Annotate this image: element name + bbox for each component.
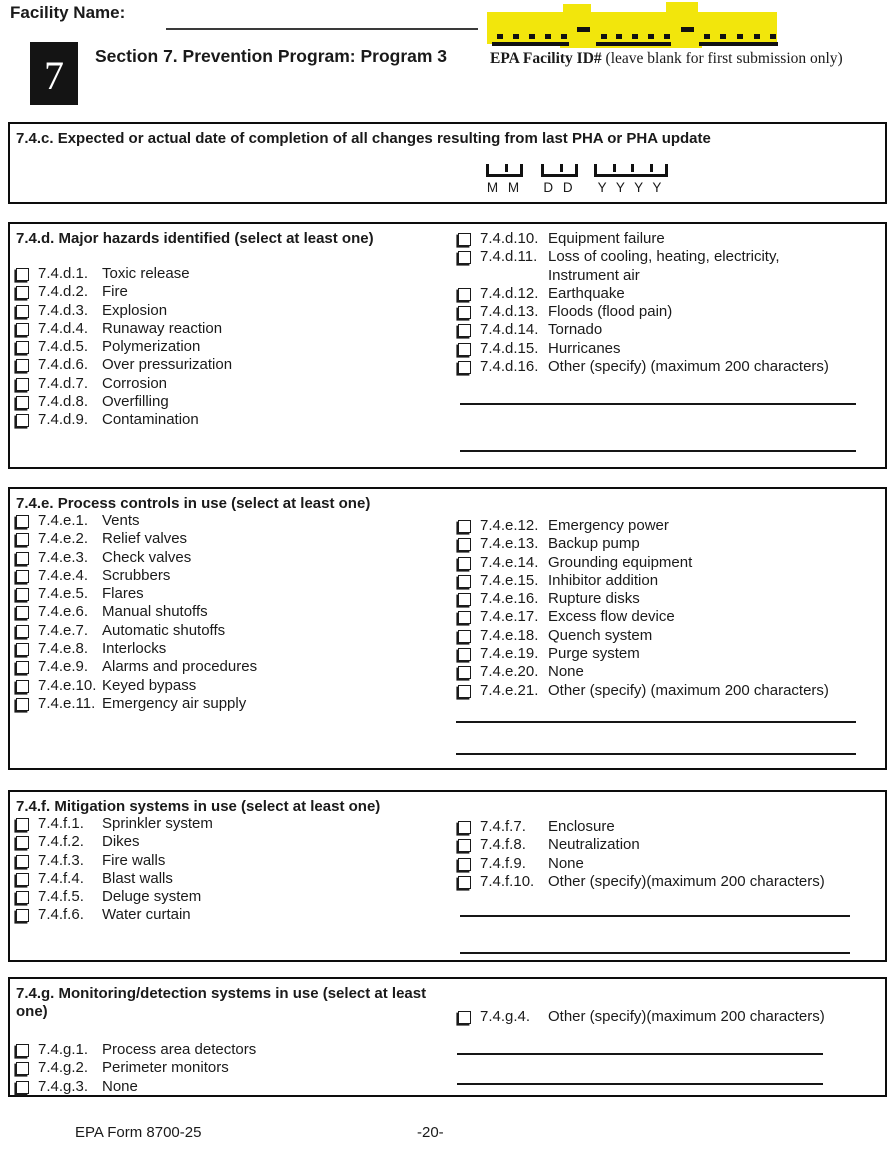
checklist-item: [458, 627, 882, 645]
item-label: Explosion: [102, 301, 168, 319]
facility-name-label: Facility Name:: [10, 3, 126, 22]
checklist-item: [458, 590, 882, 608]
checkbox[interactable]: [458, 306, 471, 319]
item-number: 7.4.f.10.: [480, 872, 535, 890]
item-number: 7.4.g.1.: [38, 1041, 89, 1058]
checklist-item: [16, 302, 448, 320]
other-specify-line[interactable]: [460, 915, 850, 917]
checkbox[interactable]: [16, 359, 29, 372]
section-number-badge: 7: [30, 42, 78, 105]
month-label: M M: [486, 180, 523, 195]
checkbox[interactable]: [458, 858, 471, 871]
day-label: D D: [543, 180, 576, 195]
item-label: Inhibitor addition: [548, 571, 659, 589]
checklist-item: [16, 320, 448, 338]
checkbox[interactable]: [458, 685, 471, 698]
checkbox[interactable]: [458, 324, 471, 337]
item-label: Dikes: [102, 833, 140, 851]
section-d-right-checklist: [458, 230, 882, 376]
item-label: Vents: [102, 512, 140, 529]
item-label: Neutralization: [548, 836, 640, 854]
other-specify-line[interactable]: [456, 753, 856, 755]
item-label: Over pressurization: [102, 356, 233, 374]
section-e-right-checklist: [458, 517, 882, 700]
item-number: 7.4.d.2.: [38, 283, 89, 301]
section-d-title: 7.4.d. Major hazards identified (select at least one): [16, 230, 374, 247]
item-label: Sprinkler system: [102, 815, 213, 832]
item-label: Floods (flood pain): [548, 303, 673, 321]
checkbox[interactable]: [16, 836, 29, 849]
item-number: 7.4.e.15.: [480, 571, 539, 589]
section-7-4-g-box: [8, 977, 887, 1097]
checkbox[interactable]: [16, 341, 29, 354]
section-7-4-d-box: [8, 222, 887, 469]
item-number: 7.4.e.11.: [38, 694, 96, 712]
checklist-item: [16, 393, 448, 411]
item-number: 7.4.f.4.: [38, 869, 84, 887]
item-number: 7.4.f.5.: [38, 888, 84, 906]
section-7-4-c-box: [8, 122, 887, 204]
checklist-item: [16, 338, 448, 356]
checklist-item: [458, 1008, 882, 1026]
checkbox[interactable]: [16, 268, 29, 281]
checklist-item: [16, 567, 448, 585]
checkbox[interactable]: [16, 606, 29, 619]
checkbox[interactable]: [458, 557, 471, 570]
checkbox[interactable]: [458, 288, 471, 301]
item-number: 7.4.d.16.: [480, 358, 539, 376]
date-day-comb[interactable]: [541, 164, 578, 177]
item-number: 7.4.e.9.: [38, 658, 89, 676]
item-number: 7.4.d.6.: [38, 356, 89, 374]
checklist-item: [16, 549, 448, 567]
item-number: 7.4.d.8.: [38, 393, 89, 411]
item-label: Toxic release: [102, 265, 190, 282]
checklist-item: [16, 265, 448, 283]
item-label: Interlocks: [102, 640, 167, 658]
other-specify-line[interactable]: [460, 450, 856, 452]
checkbox[interactable]: [458, 648, 471, 661]
checkbox[interactable]: [16, 533, 29, 546]
item-label: Perimeter monitors: [102, 1059, 229, 1077]
epa-id-comb-group-3[interactable]: [699, 32, 778, 46]
checkbox[interactable]: [458, 538, 471, 551]
item-number: 7.4.d.3.: [38, 301, 89, 319]
page-title: Section 7. Prevention Program: Program 3: [95, 46, 448, 66]
checklist-item: [16, 530, 448, 548]
checkbox[interactable]: [458, 520, 471, 533]
item-number: 7.4.e.5.: [38, 585, 89, 603]
date-year-comb[interactable]: [594, 164, 668, 177]
item-number: 7.4.e.12.: [480, 517, 539, 534]
facility-name-input-line[interactable]: [166, 6, 478, 30]
checkbox[interactable]: [16, 818, 29, 831]
item-label: Runaway reaction: [102, 319, 223, 337]
item-label: Other (specify) (maximum 200 characters): [548, 358, 829, 376]
checklist-item: [16, 888, 448, 906]
checkbox[interactable]: [458, 361, 471, 374]
checklist-item: [16, 677, 448, 695]
checkbox[interactable]: [16, 643, 29, 656]
item-number: 7.4.d.10.: [480, 230, 539, 247]
checklist-item: [458, 663, 882, 681]
checkbox[interactable]: [16, 515, 29, 528]
checklist-item: [458, 517, 882, 535]
checklist-item: [16, 658, 448, 676]
other-specify-line[interactable]: [457, 1083, 823, 1085]
checkbox[interactable]: [16, 909, 29, 922]
checkbox[interactable]: [16, 873, 29, 886]
item-number: 7.4.e.4.: [38, 566, 89, 584]
item-label: Deluge system: [102, 888, 202, 906]
section-g-title: 7.4.g. Monitoring/detection systems in use (select at least one): [16, 985, 427, 1021]
item-number: 7.4.e.6.: [38, 603, 89, 621]
item-label: Rupture disks: [548, 590, 640, 608]
checkbox[interactable]: [16, 286, 29, 299]
checklist-item: [458, 818, 882, 836]
checkbox[interactable]: [16, 414, 29, 427]
item-label: Backup pump: [548, 535, 640, 553]
checkbox[interactable]: [16, 305, 29, 318]
item-label: Emergency power: [548, 517, 669, 534]
item-label: Alarms and procedures: [102, 658, 258, 676]
item-label: Blast walls: [102, 869, 173, 887]
item-label: Overfilling: [102, 393, 169, 411]
section-f-left-checklist: [16, 815, 448, 925]
item-number: 7.4.f.2.: [38, 833, 84, 851]
other-specify-line[interactable]: [456, 721, 856, 723]
item-label: Other (specify)(maximum 200 characters): [548, 1008, 825, 1025]
checkbox[interactable]: [458, 821, 471, 834]
item-number: 7.4.g.2.: [38, 1059, 89, 1077]
epa-id-highlight-bump: [563, 4, 591, 14]
item-number: 7.4.e.13.: [480, 535, 539, 553]
item-number: 7.4.f.6.: [38, 906, 84, 924]
item-label: Quench system: [548, 626, 653, 644]
checkbox[interactable]: [16, 855, 29, 868]
checkbox[interactable]: [16, 396, 29, 409]
item-number: 7.4.e.14.: [480, 553, 539, 571]
item-number: 7.4.e.16.: [480, 590, 539, 608]
checklist-item: [16, 375, 448, 393]
checklist-item: [458, 682, 882, 700]
item-label: Contamination: [102, 411, 199, 429]
page-number: -20-: [417, 1124, 444, 1141]
section-7-4-e-box: [8, 487, 887, 770]
checklist-item: [16, 585, 448, 603]
item-label: Other (specify) (maximum 200 characters): [548, 681, 829, 699]
item-label: Water curtain: [102, 906, 191, 924]
checklist-item: [458, 645, 882, 663]
item-label: Fire walls: [102, 851, 166, 869]
checklist-item: [458, 285, 882, 303]
item-label: None: [102, 1077, 138, 1095]
checklist-item: [458, 572, 882, 590]
checkbox[interactable]: [16, 661, 29, 674]
epa-id-comb-group-2[interactable]: [596, 32, 671, 46]
item-label: Enclosure: [548, 818, 615, 835]
item-label: Earthquake: [548, 284, 625, 302]
epa-id-note: (leave blank for first submission only): [601, 50, 843, 67]
item-label: Hurricanes: [548, 339, 621, 357]
item-label: Purge system: [548, 645, 640, 663]
item-number: 7.4.f.1.: [38, 815, 84, 832]
checkbox[interactable]: [458, 343, 471, 356]
item-label: Grounding equipment: [548, 553, 693, 571]
checkbox[interactable]: [16, 323, 29, 336]
item-number: 7.4.e.21.: [480, 681, 539, 699]
item-label: Emergency air supply: [102, 694, 247, 712]
year-label: Y Y Y Y: [597, 180, 665, 195]
item-label: Automatic shutoffs: [102, 621, 226, 639]
epa-id-dash: [577, 27, 590, 32]
section-f-right-checklist: [458, 818, 882, 891]
checklist-item: [458, 358, 882, 376]
item-label: Manual shutoffs: [102, 603, 208, 621]
item-number: 7.4.e.10.: [38, 676, 97, 694]
checklist-item: [16, 1078, 448, 1096]
item-number: 7.4.d.9.: [38, 411, 89, 429]
item-label: Process area detectors: [102, 1041, 257, 1058]
checklist-item: [16, 1059, 448, 1077]
item-number: 7.4.e.8.: [38, 640, 89, 658]
section-e-left-checklist: [16, 512, 448, 713]
item-label: Check valves: [102, 548, 192, 566]
item-number: 7.4.d.7.: [38, 374, 89, 392]
checklist-item: [16, 815, 448, 833]
checkbox[interactable]: [16, 378, 29, 391]
item-number: 7.4.e.20.: [480, 663, 539, 681]
item-number: 7.4.e.17.: [480, 608, 539, 626]
item-number: 7.4.d.14.: [480, 321, 539, 339]
checklist-item: [16, 906, 448, 924]
checkbox[interactable]: [16, 1062, 29, 1075]
section-7-4-f-box: [8, 790, 887, 962]
item-label: Corrosion: [102, 374, 168, 392]
checkbox[interactable]: [458, 839, 471, 852]
checklist-item: [16, 283, 448, 301]
checklist-item: [458, 855, 882, 873]
checklist-item: [16, 1041, 448, 1059]
checkbox[interactable]: [458, 1011, 471, 1024]
epa-id-label: [490, 50, 892, 68]
checklist-item: [16, 640, 448, 658]
checklist-item: [458, 608, 882, 626]
item-label: Relief valves: [102, 530, 188, 548]
item-number: 7.4.e.1.: [38, 512, 89, 529]
item-label: Scrubbers: [102, 566, 171, 584]
checkbox[interactable]: [458, 611, 471, 624]
checklist-item: [458, 535, 882, 553]
item-number: 7.4.f.9.: [480, 854, 526, 872]
checklist-item: [458, 321, 882, 339]
checkbox[interactable]: [16, 552, 29, 565]
checkbox[interactable]: [458, 876, 471, 889]
epa-id-comb-group-1[interactable]: [492, 32, 569, 46]
item-label: None: [548, 854, 584, 872]
other-specify-line[interactable]: [460, 952, 850, 954]
checkbox[interactable]: [16, 891, 29, 904]
checklist-item: [16, 870, 448, 888]
other-specify-line[interactable]: [457, 1053, 823, 1055]
section-g-right-checklist: [458, 1008, 882, 1026]
checklist-item: [458, 340, 882, 358]
checkbox[interactable]: [16, 625, 29, 638]
section-g-left-checklist: [16, 1041, 448, 1096]
checklist-item: [458, 248, 882, 285]
checklist-item: [458, 554, 882, 572]
checkbox[interactable]: [16, 1044, 29, 1057]
item-number: 7.4.d.4.: [38, 319, 89, 337]
checkbox[interactable]: [16, 698, 29, 711]
item-label: Loss of cooling, heating, electricity, Instrument air: [548, 248, 780, 284]
item-label: Flares: [102, 585, 144, 603]
checkbox[interactable]: [458, 251, 471, 264]
item-label: Fire: [102, 283, 128, 301]
item-number: 7.4.g.4.: [480, 1008, 531, 1025]
checkbox[interactable]: [16, 588, 29, 601]
epa-id-label-bold: EPA Facility ID#: [490, 50, 602, 67]
checkbox[interactable]: [458, 593, 471, 606]
item-number: 7.4.d.1.: [38, 265, 89, 282]
checklist-item: [458, 230, 882, 248]
epa-id-dash: [681, 27, 694, 32]
item-label: Other (specify)(maximum 200 characters): [548, 872, 825, 890]
item-number: 7.4.e.19.: [480, 645, 539, 663]
checklist-item: [458, 303, 882, 321]
checklist-item: [16, 512, 448, 530]
checklist-item: [16, 852, 448, 870]
checkbox[interactable]: [458, 630, 471, 643]
section-c-title: 7.4.c. Expected or actual date of completion of all changes resulting from last PHA or PHA update: [16, 130, 711, 147]
item-number: 7.4.d.13.: [480, 303, 539, 321]
form-number: EPA Form 8700-25: [75, 1124, 202, 1141]
checkbox[interactable]: [458, 233, 471, 246]
item-number: 7.4.e.7.: [38, 621, 89, 639]
section-d-left-checklist: [16, 265, 448, 430]
item-number: 7.4.e.3.: [38, 548, 89, 566]
checklist-item: [16, 356, 448, 374]
checklist-item: [16, 411, 448, 429]
checkbox[interactable]: [16, 680, 29, 693]
item-number: 7.4.d.5.: [38, 338, 89, 356]
item-label: Equipment failure: [548, 230, 665, 247]
item-number: 7.4.f.8.: [480, 836, 526, 854]
epa-id-highlight-bump: [666, 2, 698, 14]
checkbox[interactable]: [458, 575, 471, 588]
checkbox[interactable]: [16, 570, 29, 583]
checklist-item: [16, 622, 448, 640]
checkbox[interactable]: [16, 1081, 29, 1094]
checklist-item: [458, 836, 882, 854]
checklist-item: [16, 603, 448, 621]
item-label: Keyed bypass: [102, 676, 197, 694]
item-number: 7.4.e.2.: [38, 530, 89, 548]
section-f-title: 7.4.f. Mitigation systems in use (select at least one): [16, 798, 381, 815]
item-number: 7.4.e.18.: [480, 626, 539, 644]
item-label: Tornado: [548, 321, 603, 339]
section-e-title: 7.4.e. Process controls in use (select at least one): [16, 495, 371, 512]
checklist-item: [16, 695, 448, 713]
checklist-item: [16, 833, 448, 851]
item-number: 7.4.g.3.: [38, 1077, 89, 1095]
item-number: 7.4.d.15.: [480, 339, 539, 357]
checkbox[interactable]: [458, 666, 471, 679]
item-number: 7.4.f.7.: [480, 818, 526, 835]
date-month-comb[interactable]: [486, 164, 523, 177]
item-label: None: [548, 663, 584, 681]
item-label: Excess flow device: [548, 608, 675, 626]
item-label: Polymerization: [102, 338, 201, 356]
item-number: 7.4.d.12.: [480, 284, 539, 302]
other-specify-line[interactable]: [460, 403, 856, 405]
item-number: 7.4.f.3.: [38, 851, 84, 869]
checklist-item: [458, 873, 882, 891]
item-number: 7.4.d.11.: [480, 248, 538, 266]
